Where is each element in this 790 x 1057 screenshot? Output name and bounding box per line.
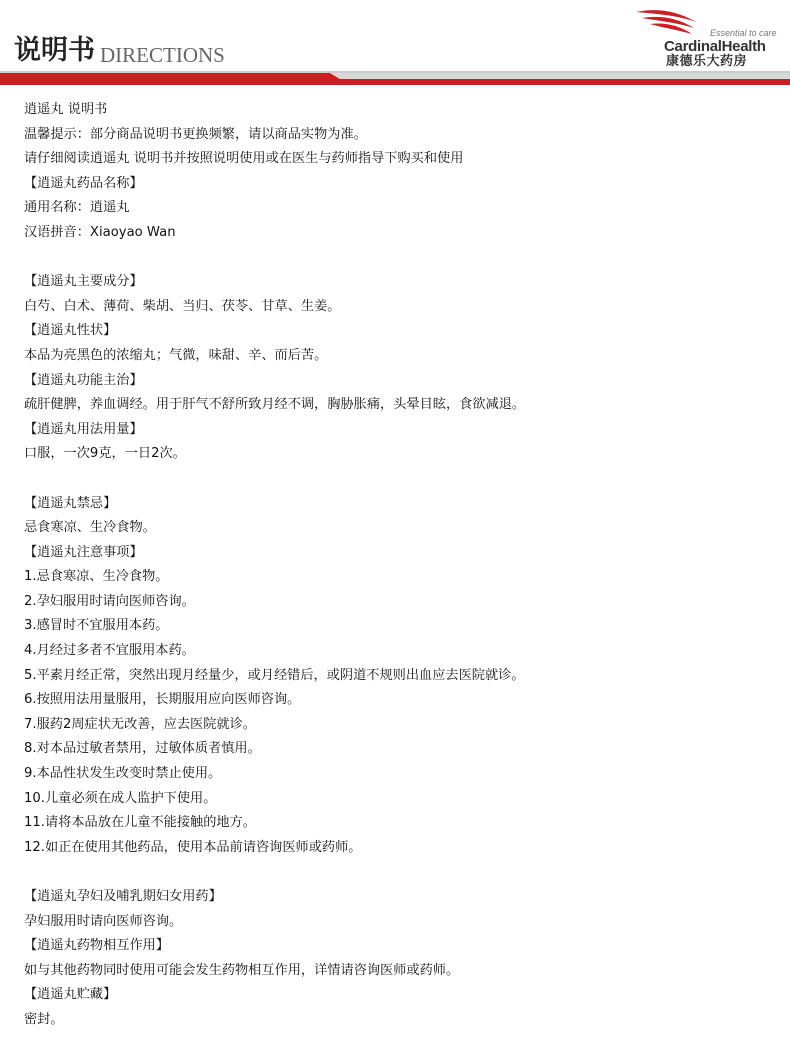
section-heading: 【逍遥丸主要成分】 bbox=[24, 274, 143, 290]
logo-name-cn: 康德乐大药房 bbox=[666, 54, 748, 69]
text-line: 6.按照用法用量服用，长期服用应向医师咨询。 bbox=[24, 692, 301, 708]
text-line: 4.月经过多者不宜服用本药。 bbox=[24, 643, 195, 659]
section-heading: 【逍遥丸孕妇及哺乳期妇女用药】 bbox=[24, 889, 222, 904]
text-line: 2.孕妇服用时请向医师咨询。 bbox=[24, 593, 195, 609]
text-line: 汉语拼音：Xiaoyao Wan bbox=[24, 224, 176, 240]
header-title-en: DIRECTIONS bbox=[100, 43, 225, 67]
text-line: 孕妇服用时请向医师咨询。 bbox=[24, 913, 183, 929]
blank-line bbox=[24, 246, 774, 271]
text-line: 密封。 bbox=[24, 1011, 64, 1027]
section-heading: 【逍遥丸贮藏】 bbox=[24, 987, 117, 1003]
text-line: 3.感冒时不宜服用本药。 bbox=[24, 618, 169, 634]
text-line: 忌食寒凉、生冷食物。 bbox=[24, 520, 156, 536]
text-line: 白芍、白术、薄荷、柴胡、当归、茯苓、甘草、生姜。 bbox=[24, 298, 341, 314]
section-heading: 【逍遥丸性状】 bbox=[24, 323, 117, 339]
header-red-bar bbox=[0, 71, 790, 85]
section-heading: 【逍遥丸药品名称】 bbox=[24, 175, 143, 191]
text-line: 7.服药2周症状无改善，应去医院就诊。 bbox=[24, 716, 256, 732]
text-line: 通用名称：逍遥丸 bbox=[24, 200, 130, 216]
text-line: 11.请将本品放在儿童不能接触的地方。 bbox=[24, 815, 256, 831]
text-line: 口服，一次9克，一日2次。 bbox=[24, 446, 186, 462]
section-heading: 【逍遥丸用法用量】 bbox=[24, 421, 143, 437]
directions-content bbox=[24, 98, 774, 1033]
section-heading: 【逍遥丸药物相互作用】 bbox=[24, 938, 170, 954]
logo-name: CardinalHealth bbox=[664, 38, 766, 55]
section-heading: 【逍遥丸功能主治】 bbox=[24, 372, 143, 388]
section-heading: 【逍遥丸禁忌】 bbox=[24, 495, 117, 511]
header-bar-graphic bbox=[0, 71, 790, 85]
text-line: 12.如正在使用其他药品，使用本品前请咨询医师或药师。 bbox=[24, 839, 362, 855]
text-line: 1.忌食寒凉、生冷食物。 bbox=[24, 569, 169, 585]
text-line: 5.平素月经正常，突然出现月经量少，或月经错后，或阴道不规则出血应去医院就诊。 bbox=[24, 667, 525, 683]
text-line: 疏肝健脾，养血调经。用于肝气不舒所致月经不调，胸胁胀痛，头晕目眩，食欲减退。 bbox=[24, 397, 526, 413]
text-line: 本品为亮黑色的浓缩丸；气微，味甜、辛、而后苦。 bbox=[24, 347, 328, 363]
cardinal-health-logo bbox=[634, 6, 784, 68]
section-heading: 【逍遥丸注意事项】 bbox=[24, 544, 143, 560]
text-line: 温馨提示：部分商品说明书更换频繁，请以商品实物为准。 bbox=[24, 126, 367, 142]
text-line: 如与其他药物同时使用可能会发生药物相互作用，详情请咨询医师或药师。 bbox=[24, 962, 460, 978]
blank-line bbox=[24, 860, 774, 885]
blank-line bbox=[24, 467, 774, 492]
page-header bbox=[0, 0, 790, 86]
text-line: 逍遥丸 说明书 bbox=[24, 102, 108, 117]
text-line: 8.对本品过敏者禁用，过敏体质者慎用。 bbox=[24, 741, 261, 757]
text-line: 请仔细阅读逍遥丸 说明书并按照说明使用或在医生与药师指导下购买和使用 bbox=[24, 151, 464, 167]
logo-tagline: Essential to care bbox=[710, 28, 777, 38]
text-line: 9.本品性状发生改变时禁止使用。 bbox=[24, 766, 222, 782]
text-line: 10.儿童必须在成人监护下使用。 bbox=[24, 790, 217, 806]
header-title-cn: 说明书 bbox=[14, 35, 95, 66]
cardinal-wing-icon bbox=[634, 6, 714, 40]
